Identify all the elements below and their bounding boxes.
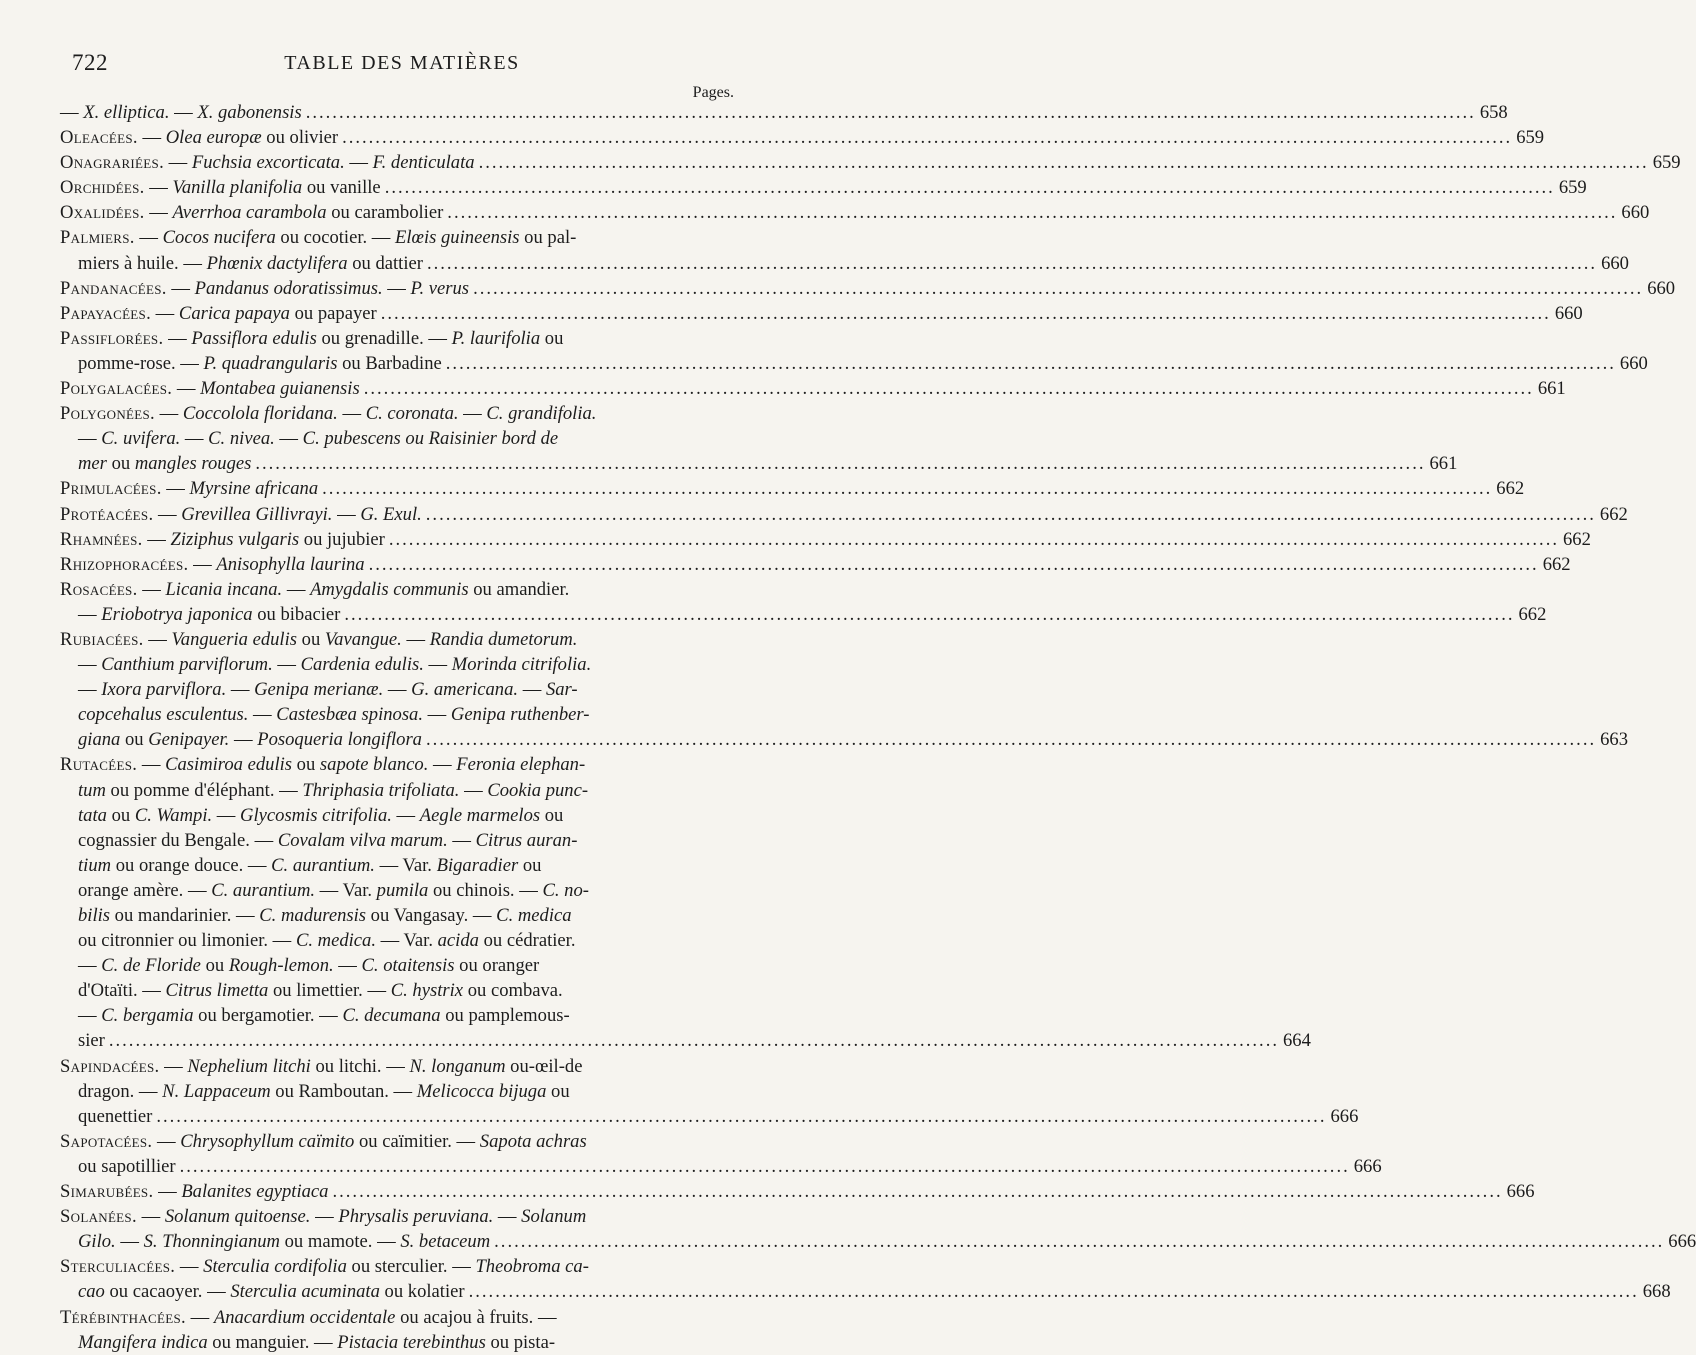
page-header — [72, 50, 732, 82]
toc-entry-line: — Canthium parviflorum. — Cardenia edulis. — Morinda citrifolia. — [78, 654, 592, 676]
toc-entry-text: Simarubées. — Balanites egyptiaca — [60, 1181, 329, 1203]
toc-entry — [60, 276, 1676, 301]
dot-leader — [255, 451, 1425, 476]
dot-leader — [381, 301, 1551, 326]
toc-entry-page: 662 — [1496, 478, 1525, 500]
toc-entry-line: Sterculiacées. — Sterculia cordifolia ou sterculier. — Theobroma ca- — [60, 1256, 589, 1278]
toc-entry-page: 666 — [1668, 1231, 1696, 1253]
toc-entry — [60, 100, 1508, 125]
toc-entry-text: Orchidées. — Vanilla planifolia ou vanille — [60, 177, 381, 199]
toc-entry-line: Solanées. — Solanum quitoense. — Phrysalis peruviana. — Solanum — [60, 1206, 587, 1228]
running-title: TABLE DES MATIÈRES — [284, 52, 520, 74]
toc-entry-last-line — [60, 1154, 1382, 1179]
toc-entry-line: Sapindacées. — Nephelium litchi ou litchi. — N. longanum ou-œil-de — [60, 1055, 583, 1077]
toc-entry-page: 660 — [1619, 352, 1648, 374]
toc-entry-line: Polygonées. — Coccolola floridana. — C. coronata. — C. grandifolia. — [60, 403, 597, 425]
dot-leader — [469, 1279, 1639, 1304]
toc-entry-page: 664 — [1282, 1030, 1311, 1052]
dot-leader — [426, 727, 1596, 752]
toc-entry-text: giana ou Genipayer. — Posoqueria longiflora — [78, 729, 422, 751]
toc-entry-last-line — [60, 200, 1650, 225]
toc-entry-line: — Ixora parviflora. — Genipa merianæ. — G. americana. — Sar- — [78, 679, 578, 701]
toc-entry-last-line — [60, 476, 1525, 501]
toc-entry-text: Oleacées. — Olea europæ ou olivier — [60, 127, 339, 149]
toc-entry-page: 663 — [1600, 729, 1628, 751]
toc-entry-last-line — [60, 602, 1547, 627]
toc-entry-last-line — [60, 1179, 1535, 1204]
toc-entry-text: — X. elliptica. — X. gabonensis — [60, 102, 302, 123]
toc-entry-last-line — [60, 351, 1648, 376]
toc-entry-last-line — [60, 150, 1681, 175]
toc-entry-text: Rhamnées. — Ziziphus vulgaris ou jujubier — [60, 528, 385, 550]
dot-leader — [447, 200, 1617, 225]
toc-entry — [60, 752, 1311, 1053]
pages-column-label: Pages. — [692, 84, 734, 101]
toc-entry-line: Rubiacées. — Vangueria edulis ou Vavangue. — Randia dumetorum. — [60, 628, 578, 650]
toc-entry-page: 660 — [1621, 202, 1650, 224]
toc-entry-page: 658 — [1479, 102, 1508, 123]
toc-entry-line: Passiflorées. — Passiflora edulis ou grenadille. — P. laurifolia ou — [60, 327, 564, 349]
dot-leader — [180, 1154, 1350, 1179]
toc-entry-line: d'Otaïti. — Citrus limetta ou limettier. — C. hystrix ou combava. — [78, 980, 563, 1002]
toc-entry-line: Sapotacées. — Chrysophyllum caïmito ou caïmitier. — Sapota achras — [60, 1130, 587, 1152]
toc-entry-last-line — [60, 376, 1566, 401]
toc-entry-page: 668 — [1642, 1281, 1671, 1303]
toc-entry-last-line — [60, 727, 1628, 752]
toc-entry — [60, 401, 1458, 476]
toc-entry-line: tata ou C. Wampi. — Glycosmis citrifolia. — Aegle marmelos ou — [78, 804, 564, 826]
toc-entry-page: 661 — [1429, 453, 1458, 475]
toc-entry-page: 660 — [1601, 252, 1629, 274]
dot-leader — [342, 125, 1512, 150]
dot-leader — [446, 351, 1616, 376]
toc-entry-last-line — [60, 1279, 1671, 1304]
dot-leader — [344, 602, 1514, 627]
toc-entry — [60, 125, 1545, 150]
toc-entry-line: Rutacées. — Casimiroa edulis ou sapote blanco. — Feronia elephan- — [60, 754, 586, 776]
toc-entry-text: miers à huile. — Phœnix dactylifera ou dattier — [78, 252, 423, 274]
dot-leader — [156, 1104, 1326, 1129]
toc-entry-line: — C. bergamia ou bergamotier. — C. decumana ou pamplemous- — [78, 1005, 570, 1027]
toc-entry-text: sier — [78, 1030, 105, 1052]
toc-entry-line: Palmiers. — Cocos nucifera ou cocotier. — Elœis guineensis ou pal- — [60, 227, 577, 249]
toc-entry-text: Pandanacées. — Pandanus odoratissimus. — P. verus — [60, 277, 470, 299]
toc-entry-last-line — [60, 301, 1583, 326]
toc-entry — [60, 326, 1648, 376]
toc-entry-text: pomme-rose. — P. quadrangularis ou Barbadine — [78, 352, 442, 374]
toc-entry-page: 666 — [1353, 1155, 1382, 1177]
toc-entry-last-line — [60, 1028, 1311, 1053]
toc-entry-text: Onagrariées. — Fuchsia excorticata. — F. denticulata — [60, 152, 475, 174]
dot-leader — [494, 1229, 1664, 1254]
toc-entry — [60, 577, 1547, 627]
toc-entry-line: — C. de Floride ou Rough-lemon. — C. otaitensis ou oranger — [78, 955, 540, 977]
toc-entry-last-line — [60, 175, 1587, 200]
toc-entry-text: Gilo. — S. Thonningianum ou mamote. — S. betaceum — [78, 1231, 491, 1253]
toc-entry-line: copcehalus esculentus. — Castesbæa spinosa. — Genipa ruthenber- — [78, 704, 590, 726]
toc-entry-text: Polygalacées. — Montabea guianensis — [60, 378, 360, 400]
toc-entry — [60, 502, 1628, 527]
toc-entry-last-line — [60, 552, 1571, 577]
toc-entry — [60, 301, 1583, 326]
toc-entry-last-line — [60, 125, 1545, 150]
toc-entry-line: tum ou pomme d'éléphant. — Thriphasia trifoliata. — Cookia punc- — [78, 779, 589, 801]
toc-entry-last-line — [60, 276, 1676, 301]
toc-entry — [60, 1254, 1671, 1304]
toc-entry-line: Mangifera indica ou manguier. — Pistacia terebinthus ou pista- — [78, 1331, 556, 1353]
toc-entry — [60, 150, 1681, 175]
toc-entry-text: cao ou cacaoyer. — Sterculia acuminata ou kolatier — [78, 1281, 465, 1303]
toc-entry — [60, 225, 1629, 275]
toc-entry-text: Rhizophoracées. — Anisophylla laurina — [60, 553, 365, 575]
toc-entry — [60, 1305, 741, 1355]
table-of-contents — [60, 100, 1696, 1355]
toc-entry-page: 659 — [1516, 127, 1545, 149]
toc-entry-page: 662 — [1542, 553, 1571, 575]
toc-entry-page: 659 — [1558, 177, 1587, 199]
toc-entry-page: 662 — [1518, 603, 1547, 625]
dot-leader — [389, 527, 1559, 552]
page-number: 722 — [72, 50, 108, 75]
toc-entry-last-line — [60, 451, 1458, 476]
toc-entry-line: Térébinthacées. — Anacardium occidentale ou acajou à fruits. — — [60, 1306, 557, 1328]
toc-entry — [60, 200, 1650, 225]
dot-leader — [306, 100, 1476, 125]
toc-entry-last-line — [60, 1104, 1359, 1129]
toc-entry-text: mer ou mangles rouges — [78, 453, 252, 475]
toc-entry-last-line — [60, 502, 1628, 527]
toc-entry-text: ou sapotillier — [78, 1155, 176, 1177]
toc-entry-page: 662 — [1599, 503, 1628, 525]
toc-entry-page: 666 — [1330, 1105, 1359, 1127]
dot-leader — [364, 376, 1534, 401]
toc-entry-line: bilis ou mandarinier. — C. madurensis ou Vangasay. — C. medica — [78, 905, 572, 926]
toc-entry — [60, 627, 1628, 752]
toc-entry — [60, 1179, 1535, 1204]
toc-entry-line: Rosacées. — Licania incana. — Amygdalis communis ou amandier. — [60, 578, 570, 600]
toc-entry-last-line — [60, 1229, 1696, 1254]
toc-entry — [60, 552, 1571, 577]
toc-entry-line: tium ou orange douce. — C. aurantium. — Var. Bigaradier ou — [78, 854, 542, 876]
dot-leader — [473, 276, 1643, 301]
dot-leader — [322, 476, 1492, 501]
toc-entry-page: 660 — [1554, 302, 1583, 324]
toc-entry — [60, 1129, 1382, 1179]
dot-leader — [109, 1028, 1279, 1053]
toc-entry — [60, 1054, 1359, 1129]
toc-entry-page: 662 — [1562, 528, 1591, 550]
toc-entry-line: orange amère. — C. aurantium. — Var. pumila ou chinois. — C. no- — [78, 879, 589, 901]
toc-entry-line: ou citronnier ou limonier. — C. medica. — Var. acida ou cédratier. — [78, 930, 576, 952]
toc-entry-text: Oxalidées. — Averrhoa carambola ou carambolier — [60, 202, 444, 224]
toc-entry-line: dragon. — N. Lappaceum ou Ramboutan. — Melicocca bijuga ou — [78, 1080, 570, 1102]
toc-entry-text: — Eriobotrya japonica ou bibacier — [78, 603, 341, 625]
toc-entry-text: Primulacées. — Myrsine africana — [60, 478, 319, 500]
dot-leader — [369, 552, 1539, 577]
toc-entry — [60, 175, 1587, 200]
dot-leader — [332, 1179, 1502, 1204]
toc-entry-text: quenettier — [78, 1105, 153, 1127]
toc-entry — [60, 527, 1591, 552]
dot-leader — [427, 251, 1597, 276]
toc-entry-last-line — [60, 100, 1508, 125]
dot-leader — [385, 175, 1555, 200]
dot-leader — [479, 150, 1649, 175]
toc-entry — [60, 1204, 1696, 1254]
dot-leader — [426, 502, 1596, 527]
toc-entry — [60, 376, 1566, 401]
toc-entry-page: 666 — [1506, 1181, 1535, 1203]
toc-entry-last-line — [60, 251, 1629, 276]
toc-entry-page: 660 — [1647, 277, 1676, 299]
toc-entry-last-line — [60, 527, 1591, 552]
toc-entry-page: 659 — [1652, 152, 1681, 174]
toc-entry-page: 661 — [1537, 378, 1566, 400]
toc-entry-text: Papayacées. — Carica papaya ou papayer — [60, 302, 377, 324]
toc-entry-text: Protéacées. — Grevillea Gillivrayi. — G. Exul. — [60, 503, 422, 525]
toc-entry-line: — C. uvifera. — C. nivea. — C. pubescens ou Raisinier bord de — [78, 428, 559, 450]
toc-entry — [60, 476, 1525, 501]
toc-entry-line: cognassier du Bengale. — Covalam vilva marum. — Citrus auran- — [78, 829, 578, 851]
